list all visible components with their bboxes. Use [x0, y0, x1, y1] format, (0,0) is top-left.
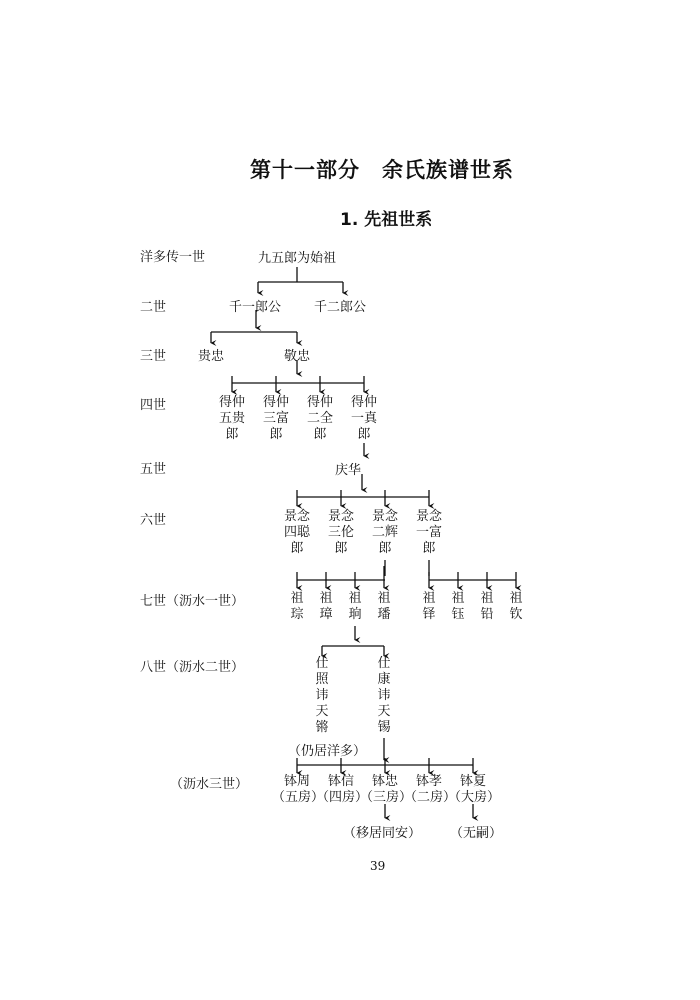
person-gen8: 仕康讳天锡	[377, 656, 391, 735]
generation-label-9: （沥水三世）	[170, 777, 249, 792]
person-gen4: 得仲二全郎	[306, 395, 333, 442]
person-gen9-name: 钵夏	[459, 774, 486, 789]
person-gen6: 景念三伦郎	[327, 509, 354, 556]
person-gen6: 景念四聪郎	[283, 509, 310, 556]
generation-label-5: 五世	[140, 462, 167, 477]
person-gen9-house: （五房）	[272, 790, 325, 805]
person-gen9	[316, 774, 369, 806]
person-gen7: 祖钦	[509, 591, 523, 622]
person-gen9-name: 钵忠	[371, 774, 398, 789]
person-gen7: 祖铎	[422, 591, 436, 622]
person-gen7: 祖琮	[290, 591, 304, 622]
person-gen7: 祖钰	[451, 591, 465, 622]
branch-note: （无嗣）	[450, 826, 503, 841]
person-gen5: 庆华	[335, 463, 362, 478]
person-gen4: 得仲五贵郎	[218, 395, 245, 442]
person-gen3: 贵忠	[198, 349, 225, 364]
generation-label-7: 七世（沥水一世）	[140, 594, 245, 609]
person-gen9	[360, 774, 413, 806]
person-gen6: 景念二辉郎	[371, 509, 398, 556]
person-gen7: 祖铅	[480, 591, 494, 622]
person-gen9-house: （大房）	[448, 790, 501, 805]
page-title: 第十一部分 余氏族谱世系	[250, 158, 514, 182]
generation-label-8: 八世（沥水二世）	[140, 660, 245, 675]
generation-label-2: 二世	[140, 300, 167, 315]
generation-label-1: 洋多传一世	[140, 250, 206, 265]
page-number: 39	[370, 859, 386, 873]
gen8-note: （仍居洋多）	[288, 744, 367, 759]
person-gen9-house: （二房）	[404, 790, 457, 805]
person-gen8: 仕照讳天锵	[315, 656, 329, 735]
generation-label-3: 三世	[140, 349, 167, 364]
person-gen4: 得仲三富郎	[262, 395, 289, 442]
section-subtitle: 1. 先祖世系	[340, 210, 433, 230]
generation-label-6: 六世	[140, 513, 167, 528]
ancestor-founder: 九五郎为始祖	[258, 251, 337, 266]
person-gen7: 祖珦	[348, 591, 362, 622]
generation-label-4: 四世	[140, 398, 167, 413]
person-gen9	[448, 774, 501, 806]
person-gen9-name: 钵周	[283, 774, 310, 789]
person-gen6: 景念一富郎	[415, 509, 442, 556]
person-gen7: 祖璋	[319, 591, 333, 622]
person-gen2: 千一郎公	[229, 300, 282, 315]
branch-note: （移居同安）	[343, 826, 422, 841]
person-gen9-house: （四房）	[316, 790, 369, 805]
person-gen9-name: 钵孝	[415, 774, 442, 789]
person-gen9	[404, 774, 457, 806]
person-gen9	[272, 774, 325, 806]
person-gen4: 得仲一真郎	[350, 395, 377, 442]
person-gen2: 千二郎公	[314, 300, 367, 315]
person-gen9-house: （三房）	[360, 790, 413, 805]
person-gen7: 祖璠	[377, 591, 391, 622]
person-gen9-name: 钵信	[327, 774, 354, 789]
person-gen3: 敬忠	[284, 349, 311, 364]
